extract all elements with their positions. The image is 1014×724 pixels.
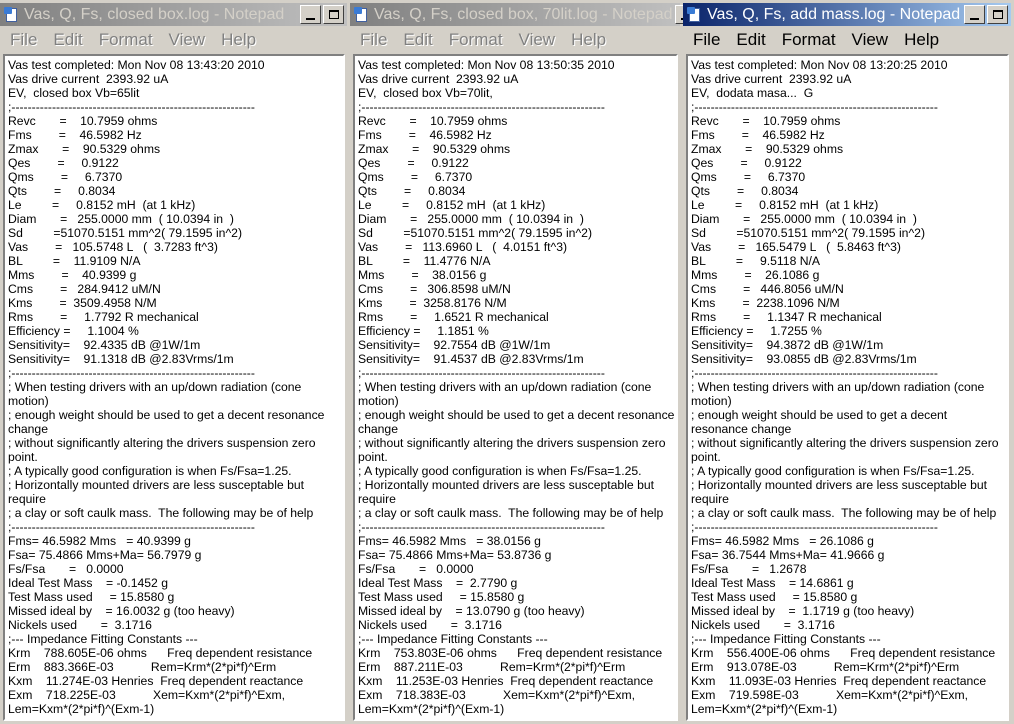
log-text: Vas test completed: Mon Nov 08 13:20:25 2010 Vas drive current 2393.92 uA EV, dodata masa... G ;------------------------------------------------------------ Revc = 10.7959 ohms Fms = 46.5982 Hz Zmax = 90.5329 ohms Qes = 0.9122 Qms = 6.7370 Qts = 0.8034 Le = 0.8152 mH (at 1 kHz) Diam = 255.0000 mm ( 10.0394 in ) Sd =51070.5151 mm^2( 79.1595 in^2) Vas = 165.5479 L ( 5.8463 ft^3) BL = 9.5118 N/A Mms = 26.1086 g Cms = 446.8056 uM/N Kms = 2238.1096 N/M Rms = 1.1347 R mechanical Efficiency = 1.7255 % Sensitivity= 94.3872 dB @1W/1m Sensitivity= 93.0855 dB @2.83Vrms/1m ;------------------------------------------------------------ ; When testing drivers with an up/down radiation (cone motion) ; enough weight should be used to get a decent resonance change ; without significantly altering the drivers suspension zero point. ; A typically good configuration is when Fs/Fsa=1.25. ; Horizontally mounted drivers are less susceptable but require ; a clay or soft caulk mass. The following may be of help ;------------------------------------------------------------ Fms= 46.5982 Mms = 26.1086 g Fsa= 36.7544 Mms+Ma= 41.9666 g Fs/Fsa = 1.2678 Ideal Test Mass = 14.6861 g Test Mass used = 15.8580 g Missed ideal by = 1.1719 g (too heavy) Nickels used = 3.1716 ;--- Impedance Fitting Constants --- Krm 556.400E-06 ohms Freq dependent resistance Erm 913.078E-03 Rem=Krm*(2*pi*f)^Erm Kxm 11.093E-03 Henries Freq dependent reactance Exm 719.598E-03 Xem=Kxm*(2*pi*f)^Exm, Lem=Kxm*(2*pi*f)^(Exm-1) <box>691 58 999 716</box>
log-text: Vas test completed: Mon Nov 08 13:50:35 2010 Vas drive current 2393.92 uA EV, closed box Vb=70lit, ;------------------------------------------------------------ Revc = 10.7959 ohms Fms = 46.5982 Hz Zmax = 90.5329 ohms Qes = 0.9122 Qms = 6.7370 Qts = 0.8034 Le = 0.8152 mH (at 1 kHz) Diam = 255.0000 mm ( 10.0394 in ) Sd =51070.5151 mm^2( 79.1595 in^2) Vas = 113.6960 L ( 4.0151 ft^3) BL = 11.4776 N/A Mms = 38.0156 g Cms = 306.8598 uM/N Kms = 3258.8176 N/M Rms = 1.6521 R mechanical Efficiency = 1.1851 % Sensitivity= 92.7554 dB @1W/1m Sensitivity= 91.4537 dB @2.83Vrms/1m ;------------------------------------------------------------ ; When testing drivers with an up/down radiation (cone motion) ; enough weight should be used to get a decent resonance change ; without significantly altering the drivers suspension zero point. ; A typically good configuration is when Fs/Fsa=1.25. ; Horizontally mounted drivers are less susceptable but require ; a clay or soft caulk mass. The following may be of help ;------------------------------------------------------------ Fms= 46.5982 Mms = 38.0156 g Fsa= 75.4866 Mms+Ma= 53.8736 g Fs/Fsa = 0.0000 Ideal Test Mass = 2.7790 g Test Mass used = 15.8580 g Missed ideal by = 13.0790 g (too heavy) Nickels used = 3.1716 ;--- Impedance Fitting Constants --- Krm 753.803E-06 ohms Freq dependent resistance Erm 887.211E-03 Rem=Krm*(2*pi*f)^Erm Kxm 11.253E-03 Henries Freq dependent reactance Exm 718.383E-03 Xem=Kxm*(2*pi*f)^Exm, Lem=Kxm*(2*pi*f)^(Exm-1) <box>358 58 675 716</box>
menu-edit[interactable]: Edit <box>736 30 766 49</box>
notepad-icon <box>354 7 370 23</box>
window-title: Vas, Q, Fs, closed box.log - Notepad <box>24 5 285 23</box>
title-bar[interactable] <box>350 3 680 26</box>
menu-view[interactable]: View <box>518 30 556 49</box>
menu-file[interactable]: File <box>10 30 38 49</box>
maximize-button[interactable] <box>987 5 1008 24</box>
notepad-window-closed-box-70lit[interactable] <box>350 0 683 724</box>
text-editor[interactable] <box>686 54 1009 721</box>
menu-format[interactable]: Format <box>98 30 153 49</box>
minimize-icon <box>970 18 979 20</box>
menu-help[interactable]: Help <box>571 30 607 49</box>
title-bar[interactable] <box>683 3 1011 26</box>
minimize-button[interactable] <box>300 5 321 24</box>
menu-bar <box>350 27 680 53</box>
menu-bar <box>0 27 347 53</box>
minimize-icon <box>306 18 315 20</box>
menu-view[interactable]: View <box>168 30 206 49</box>
minimize-button[interactable] <box>964 5 985 24</box>
menu-file[interactable]: File <box>360 30 388 49</box>
log-text: Vas test completed: Mon Nov 08 13:43:20 2010 Vas drive current 2393.92 uA EV, closed box Vb=65lit ;------------------------------------------------------------ Revc = 10.7959 ohms Fms = 46.5982 Hz Zmax = 90.5329 ohms Qes = 0.9122 Qms = 6.7370 Qts = 0.8034 Le = 0.8152 mH (at 1 kHz) Diam = 255.0000 mm ( 10.0394 in ) Sd =51070.5151 mm^2( 79.1595 in^2) Vas = 105.5748 L ( 3.7283 ft^3) BL = 11.9109 N/A Mms = 40.9399 g Cms = 284.9412 uM/N Kms = 3509.4958 N/M Rms = 1.7792 R mechanical Efficiency = 1.1004 % Sensitivity= 92.4335 dB @1W/1m Sensitivity= 91.1318 dB @2.83Vrms/1m ;------------------------------------------------------------ ; When testing drivers with an up/down radiation (cone motion) ; enough weight should be used to get a decent resonance change ; without significantly altering the drivers suspension zero point. ; A typically good configuration is when Fs/Fsa=1.25. ; Horizontally mounted drivers are less susceptable but require ; a clay or soft caulk mass. The following may be of help ;------------------------------------------------------------ Fms= 46.5982 Mms = 40.9399 g Fsa= 75.4866 Mms+Ma= 56.7979 g Fs/Fsa = 0.0000 Ideal Test Mass = -0.1452 g Test Mass used = 15.8580 g Missed ideal by = 16.0032 g (too heavy) Nickels used = 3.1716 ;--- Impedance Fitting Constants --- Krm 788.605E-06 ohms Freq dependent resistance Erm 883.366E-03 Rem=Krm*(2*pi*f)^Erm Kxm 11.274E-03 Henries Freq dependent reactance Exm 718.225E-03 Xem=Kxm*(2*pi*f)^Exm, Lem=Kxm*(2*pi*f)^(Exm-1) <box>8 58 325 716</box>
notepad-icon <box>4 7 20 23</box>
window-title: Vas, Q, Fs, add mass.log - Notepad <box>707 5 961 23</box>
menu-format[interactable]: Format <box>781 30 836 49</box>
window-title: Vas, Q, Fs, closed box, 70lit.log - Notepad <box>374 5 673 23</box>
notepad-icon <box>687 7 703 23</box>
menu-help[interactable]: Help <box>904 30 940 49</box>
menu-edit[interactable]: Edit <box>403 30 433 49</box>
menu-help[interactable]: Help <box>221 30 257 49</box>
text-editor[interactable] <box>353 54 678 721</box>
menu-edit[interactable]: Edit <box>53 30 83 49</box>
menu-bar <box>683 27 1011 53</box>
notepad-window-closed-box[interactable] <box>0 0 350 724</box>
title-bar[interactable] <box>0 3 347 26</box>
menu-file[interactable]: File <box>693 30 721 49</box>
maximize-button[interactable] <box>323 5 344 24</box>
menu-format[interactable]: Format <box>448 30 503 49</box>
notepad-window-add-mass[interactable] <box>683 0 1014 724</box>
maximize-icon <box>329 10 339 19</box>
text-editor[interactable] <box>3 54 345 721</box>
menu-view[interactable]: View <box>851 30 889 49</box>
maximize-icon <box>993 10 1003 19</box>
